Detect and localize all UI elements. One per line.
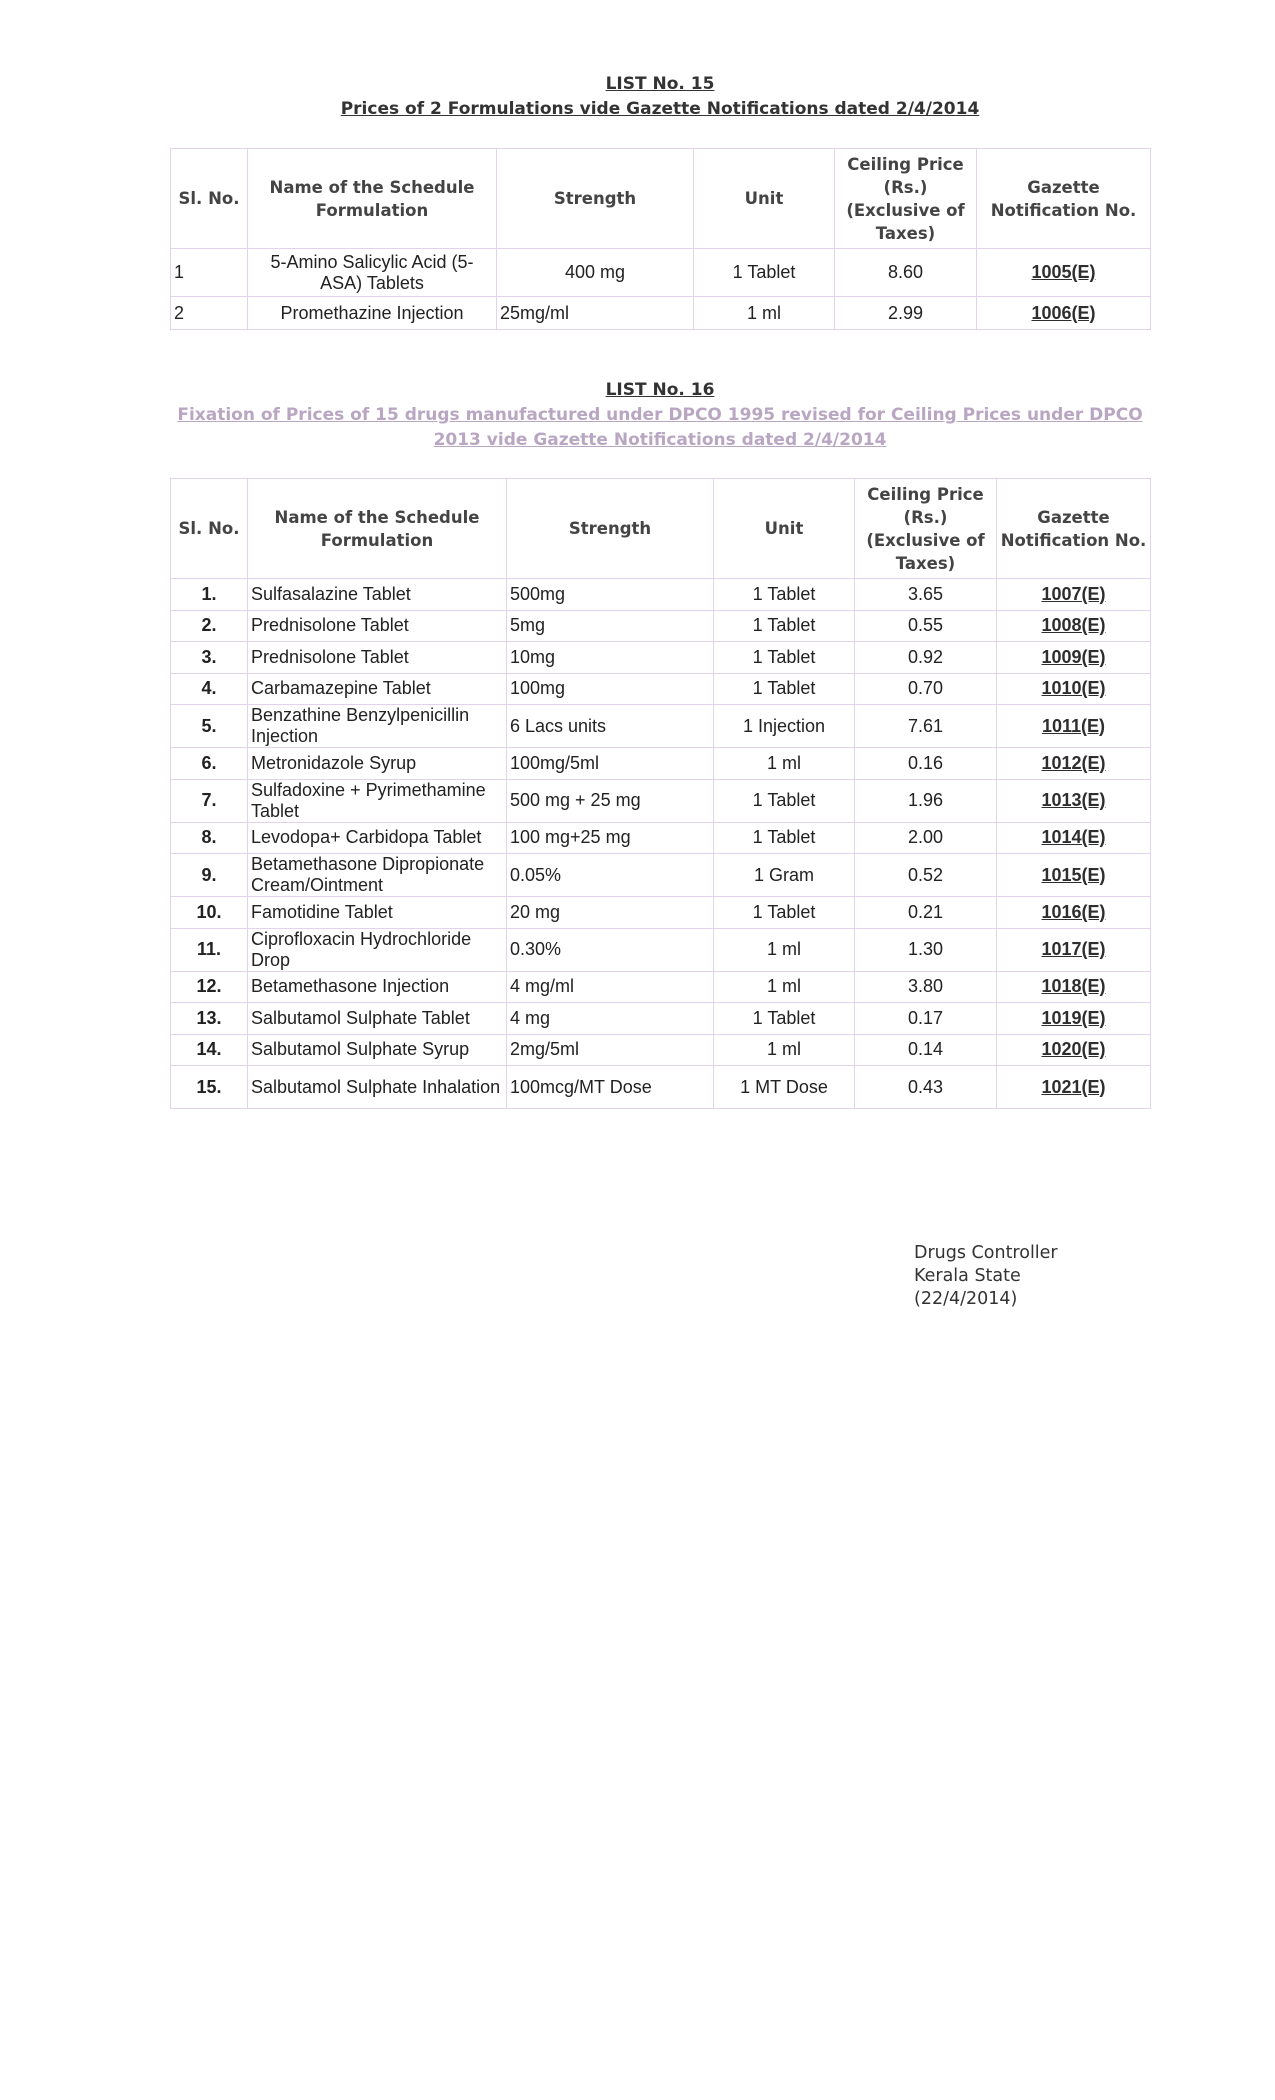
unit: 1 Tablet xyxy=(714,779,855,822)
unit: 1 ml xyxy=(714,971,855,1003)
ceiling-price: 0.55 xyxy=(855,610,997,642)
gazette-no: 1011(E) xyxy=(997,705,1151,748)
header-ceiling-price: Ceiling Price (Rs.) (Exclusive of Taxes) xyxy=(835,149,977,249)
header-gazette-no: Gazette Notification No. xyxy=(997,479,1151,579)
strength: 100 mg+25 mg xyxy=(507,822,714,854)
sl-no: 8. xyxy=(171,822,248,854)
signature-date: (22/4/2014) xyxy=(914,1289,1018,1309)
sl-no: 6. xyxy=(171,748,248,780)
formulation-name: Promethazine Injection xyxy=(248,297,497,330)
strength: 4 mg/ml xyxy=(507,971,714,1003)
header-sl-no: Sl. No. xyxy=(171,479,248,579)
formulation-name: Salbutamol Sulphate Tablet xyxy=(248,1003,507,1035)
formulation-name: Sulfasalazine Tablet xyxy=(248,579,507,611)
signature-designation: Drugs Controller xyxy=(914,1243,1058,1263)
ceiling-price: 1.30 xyxy=(855,928,997,971)
sl-no: 13. xyxy=(171,1003,248,1035)
unit: 1 Tablet xyxy=(714,642,855,674)
table-row xyxy=(171,1066,1151,1109)
ceiling-price: 0.16 xyxy=(855,748,997,780)
sl-no: 1 xyxy=(171,249,248,297)
formulation-name: Levodopa+ Carbidopa Tablet xyxy=(248,822,507,854)
formulation-name: Salbutamol Sulphate Inhalation xyxy=(248,1066,507,1109)
strength: 5mg xyxy=(507,610,714,642)
sl-no: 3. xyxy=(171,642,248,674)
list15-subtitle: Prices of 2 Formulations vide Gazette Notifications dated 2/4/2014 xyxy=(340,99,980,119)
list16-number: LIST No. 16 xyxy=(605,380,715,400)
table-row xyxy=(171,897,1151,929)
unit: 1 Tablet xyxy=(714,822,855,854)
formulation-name: Betamethasone Dipropionate Cream/Ointment xyxy=(248,854,507,897)
table-row xyxy=(171,822,1151,854)
sl-no: 2. xyxy=(171,610,248,642)
signature-state: Kerala State xyxy=(914,1266,1021,1286)
header-ceiling-price: Ceiling Price (Rs.) (Exclusive of Taxes) xyxy=(855,479,997,579)
sl-no: 15. xyxy=(171,1066,248,1109)
list16-table-body xyxy=(171,579,1151,1109)
table-row xyxy=(171,748,1151,780)
sl-no: 7. xyxy=(171,779,248,822)
table-row xyxy=(171,297,1151,330)
ceiling-price: 3.80 xyxy=(855,971,997,1003)
gazette-no: 1021(E) xyxy=(997,1066,1151,1109)
ceiling-price: 0.17 xyxy=(855,1003,997,1035)
gazette-no: 1010(E) xyxy=(997,673,1151,705)
ceiling-price: 1.96 xyxy=(855,779,997,822)
unit: 1 Gram xyxy=(714,854,855,897)
table-row xyxy=(171,579,1151,611)
formulation-name: Prednisolone Tablet xyxy=(248,642,507,674)
formulation-name: Famotidine Tablet xyxy=(248,897,507,929)
header-formulation-name: Name of the Schedule Formulation xyxy=(248,149,497,249)
gazette-no: 1015(E) xyxy=(997,854,1151,897)
formulation-name: Prednisolone Tablet xyxy=(248,610,507,642)
gazette-no: 1005(E) xyxy=(977,249,1151,297)
strength: 6 Lacs units xyxy=(507,705,714,748)
formulation-name: Salbutamol Sulphate Syrup xyxy=(248,1034,507,1066)
table-row xyxy=(171,249,1151,297)
formulation-name: Sulfadoxine + Pyrimethamine Tablet xyxy=(248,779,507,822)
ceiling-price: 0.14 xyxy=(855,1034,997,1066)
sl-no: 9. xyxy=(171,854,248,897)
sl-no: 5. xyxy=(171,705,248,748)
sl-no: 12. xyxy=(171,971,248,1003)
unit: 1 ml xyxy=(714,748,855,780)
strength: 2mg/5ml xyxy=(507,1034,714,1066)
formulation-name: Carbamazepine Tablet xyxy=(248,673,507,705)
ceiling-price: 0.43 xyxy=(855,1066,997,1109)
strength: 100mg/5ml xyxy=(507,748,714,780)
strength: 500 mg + 25 mg xyxy=(507,779,714,822)
list15-number: LIST No. 15 xyxy=(605,74,715,94)
table-row xyxy=(171,779,1151,822)
table-row xyxy=(171,971,1151,1003)
unit: 1 Tablet xyxy=(714,673,855,705)
strength: 0.30% xyxy=(507,928,714,971)
table-row xyxy=(171,928,1151,971)
unit: 1 Tablet xyxy=(714,610,855,642)
header-unit: Unit xyxy=(714,479,855,579)
list16-subtitle: Fixation of Prices of 15 drugs manufactured under DPCO 1995 revised for Ceiling Prices under DPCO 2013 vide Gazette Notifications dated 2/4/2014 xyxy=(177,405,1143,450)
list16-header-row xyxy=(171,479,1151,579)
gazette-no: 1020(E) xyxy=(997,1034,1151,1066)
table-row xyxy=(171,1034,1151,1066)
table-row xyxy=(171,854,1151,897)
strength: 25mg/ml xyxy=(497,297,694,330)
sl-no: 1. xyxy=(171,579,248,611)
signature-block xyxy=(914,1242,1058,1311)
list16-title-block xyxy=(170,378,1150,453)
header-unit: Unit xyxy=(694,149,835,249)
table-row xyxy=(171,610,1151,642)
gazette-no: 1017(E) xyxy=(997,928,1151,971)
gazette-no: 1019(E) xyxy=(997,1003,1151,1035)
formulation-name: 5-Amino Salicylic Acid (5-ASA) Tablets xyxy=(248,249,497,297)
formulation-name: Ciprofloxacin Hydrochloride Drop xyxy=(248,928,507,971)
strength: 100mg xyxy=(507,673,714,705)
ceiling-price: 2.99 xyxy=(835,297,977,330)
unit: 1 Tablet xyxy=(714,1003,855,1035)
table-row xyxy=(171,1003,1151,1035)
gazette-no: 1008(E) xyxy=(997,610,1151,642)
sl-no: 2 xyxy=(171,297,248,330)
sl-no: 4. xyxy=(171,673,248,705)
formulation-name: Betamethasone Injection xyxy=(248,971,507,1003)
gazette-no: 1009(E) xyxy=(997,642,1151,674)
strength: 400 mg xyxy=(497,249,694,297)
strength: 20 mg xyxy=(507,897,714,929)
unit: 1 Injection xyxy=(714,705,855,748)
formulation-name: Metronidazole Syrup xyxy=(248,748,507,780)
header-strength: Strength xyxy=(507,479,714,579)
unit: 1 MT Dose xyxy=(714,1066,855,1109)
list15-header-row xyxy=(171,149,1151,249)
gazette-no: 1006(E) xyxy=(977,297,1151,330)
unit: 1 Tablet xyxy=(714,579,855,611)
ceiling-price: 0.52 xyxy=(855,854,997,897)
ceiling-price: 7.61 xyxy=(855,705,997,748)
gazette-no: 1018(E) xyxy=(997,971,1151,1003)
gazette-no: 1007(E) xyxy=(997,579,1151,611)
gazette-no: 1016(E) xyxy=(997,897,1151,929)
ceiling-price: 0.21 xyxy=(855,897,997,929)
formulation-name: Benzathine Benzylpenicillin Injection xyxy=(248,705,507,748)
gazette-no: 1013(E) xyxy=(997,779,1151,822)
ceiling-price: 8.60 xyxy=(835,249,977,297)
ceiling-price: 0.70 xyxy=(855,673,997,705)
strength: 0.05% xyxy=(507,854,714,897)
header-gazette-no: Gazette Notification No. xyxy=(977,149,1151,249)
header-formulation-name: Name of the Schedule Formulation xyxy=(248,479,507,579)
list16-price-table xyxy=(170,478,1151,1109)
header-sl-no: Sl. No. xyxy=(171,149,248,249)
strength: 10mg xyxy=(507,642,714,674)
sl-no: 14. xyxy=(171,1034,248,1066)
header-strength: Strength xyxy=(497,149,694,249)
strength: 100mcg/MT Dose xyxy=(507,1066,714,1109)
unit: 1 ml xyxy=(694,297,835,330)
ceiling-price: 0.92 xyxy=(855,642,997,674)
unit: 1 ml xyxy=(714,928,855,971)
strength: 500mg xyxy=(507,579,714,611)
list15-price-table xyxy=(170,148,1151,330)
unit: 1 Tablet xyxy=(694,249,835,297)
unit: 1 Tablet xyxy=(714,897,855,929)
table-row xyxy=(171,642,1151,674)
ceiling-price: 3.65 xyxy=(855,579,997,611)
list15-title-block xyxy=(170,72,1150,122)
ceiling-price: 2.00 xyxy=(855,822,997,854)
table-row xyxy=(171,673,1151,705)
table-row xyxy=(171,705,1151,748)
gazette-no: 1014(E) xyxy=(997,822,1151,854)
sl-no: 11. xyxy=(171,928,248,971)
sl-no: 10. xyxy=(171,897,248,929)
unit: 1 ml xyxy=(714,1034,855,1066)
gazette-no: 1012(E) xyxy=(997,748,1151,780)
strength: 4 mg xyxy=(507,1003,714,1035)
